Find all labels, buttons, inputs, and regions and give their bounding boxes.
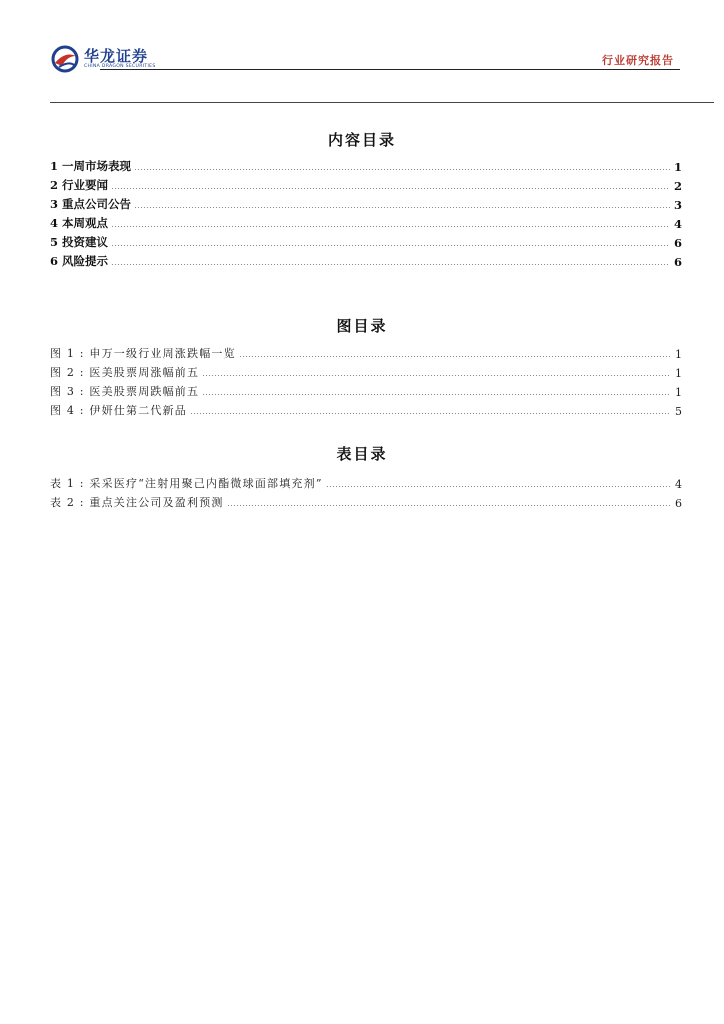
figure-entry-page: 1 bbox=[675, 348, 682, 361]
figure-entry-label: 图 2 : 医美股票周涨幅前五 bbox=[50, 366, 200, 379]
figure-entry-label: 图 4 : 伊妍仕第二代新品 bbox=[50, 404, 187, 417]
dot-leader bbox=[227, 505, 670, 506]
figure-entry-page: 1 bbox=[675, 367, 682, 380]
dot-leader bbox=[111, 264, 670, 265]
contents-list bbox=[50, 155, 682, 269]
toc-entry-label: 5 投资建议 bbox=[50, 235, 109, 249]
figure-entry[interactable] bbox=[50, 399, 682, 418]
table-entry-page: 6 bbox=[675, 497, 682, 510]
toc-entry-label: 1 一周市场表现 bbox=[50, 159, 132, 173]
figure-entry-page: 1 bbox=[675, 386, 682, 399]
toc-entry-page: 2 bbox=[673, 179, 682, 193]
logo-english-name: CHINA DRAGON SECURITIES bbox=[84, 64, 156, 69]
figure-entry-label: 图 3 : 医美股票周跌幅前五 bbox=[50, 385, 200, 398]
toc-entry[interactable] bbox=[50, 174, 682, 193]
toc-entry-label: 2 行业要闻 bbox=[50, 178, 109, 192]
tables-list bbox=[50, 472, 682, 510]
table-entry-label: 表 2 : 重点关注公司及盈利预测 bbox=[50, 496, 224, 509]
toc-entry[interactable] bbox=[50, 155, 682, 174]
table-entry[interactable] bbox=[50, 491, 682, 510]
toc-entry-page: 1 bbox=[673, 160, 682, 174]
page-divider bbox=[50, 102, 714, 103]
dot-leader bbox=[190, 413, 670, 414]
toc-entry-label: 4 本周观点 bbox=[50, 216, 109, 230]
toc-entry-page: 3 bbox=[673, 198, 682, 212]
report-type-label: 行业研究报告 bbox=[602, 54, 674, 67]
figure-entry-label: 图 1 : 申万一级行业周涨跌幅一览 bbox=[50, 347, 236, 360]
table-entry-label: 表 1 : 采采医疗“注射用聚己内酯微球面部填充剂” bbox=[50, 477, 323, 490]
figures-list bbox=[50, 342, 682, 418]
table-entry[interactable] bbox=[50, 472, 682, 491]
dot-leader bbox=[326, 486, 670, 487]
toc-entry[interactable] bbox=[50, 193, 682, 212]
toc-entry[interactable] bbox=[50, 250, 682, 269]
dot-leader bbox=[111, 226, 670, 227]
dot-leader bbox=[202, 394, 670, 395]
figures-title: 图目录 bbox=[336, 317, 388, 335]
toc-entry-page: 6 bbox=[673, 255, 682, 269]
dot-leader bbox=[111, 245, 670, 246]
toc-entry-label: 6 风险提示 bbox=[50, 254, 109, 268]
dot-leader bbox=[239, 356, 670, 357]
dot-leader bbox=[134, 207, 670, 208]
dot-leader bbox=[111, 188, 670, 189]
toc-entry[interactable] bbox=[50, 231, 682, 250]
figure-entry[interactable] bbox=[50, 342, 682, 361]
toc-entry[interactable] bbox=[50, 212, 682, 231]
tables-title: 表目录 bbox=[336, 445, 388, 463]
figure-entry[interactable] bbox=[50, 380, 682, 399]
dot-leader bbox=[202, 375, 670, 376]
toc-entry-page: 6 bbox=[673, 236, 682, 250]
dragon-logo-icon bbox=[50, 44, 80, 74]
toc-entry-page: 4 bbox=[673, 217, 682, 231]
toc-entry-label: 3 重点公司公告 bbox=[50, 197, 132, 211]
contents-title: 内容目录 bbox=[327, 131, 396, 149]
table-entry-page: 4 bbox=[675, 478, 682, 491]
header-divider bbox=[100, 69, 680, 70]
figure-entry[interactable] bbox=[50, 361, 682, 380]
logo-chinese-name: 华龙证券 bbox=[84, 47, 149, 65]
figure-entry-page: 5 bbox=[675, 405, 682, 418]
dot-leader bbox=[134, 169, 670, 170]
